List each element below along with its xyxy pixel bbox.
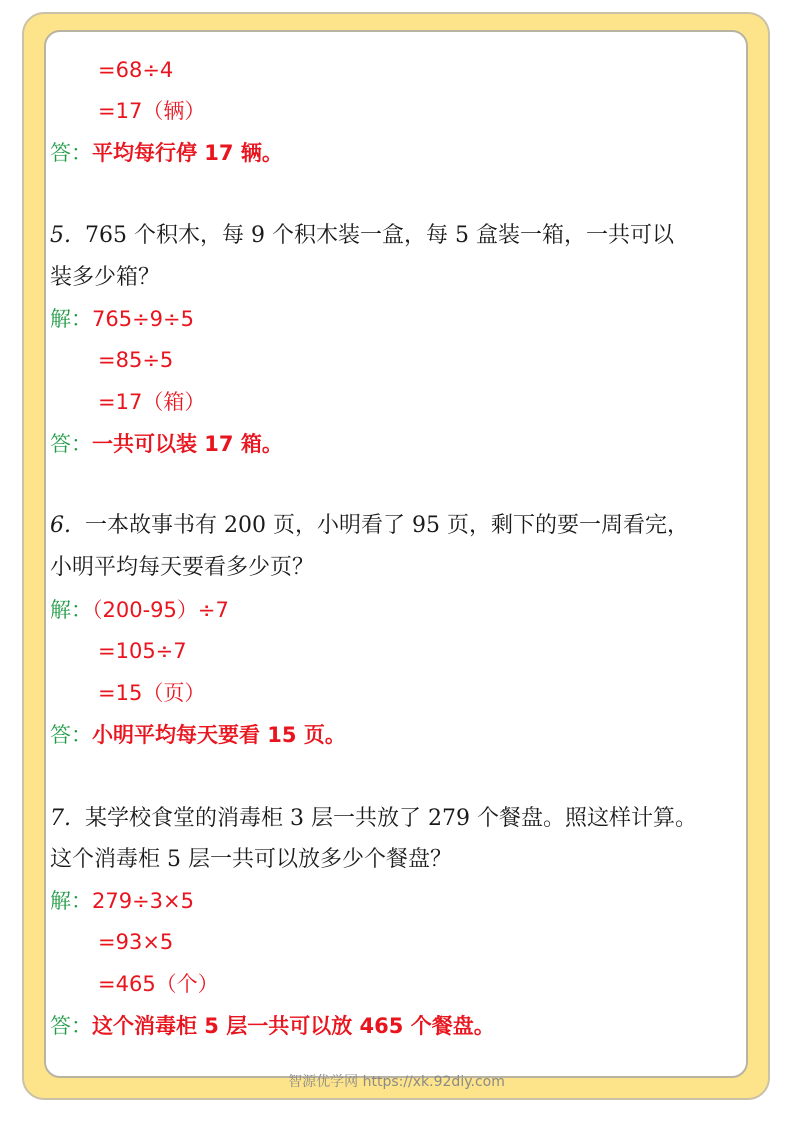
solve-label: 解： [50,598,92,622]
question-text: 某学校食堂的消毒柜 3 层一共放了 279 个餐盘。照这样计算。 [85,806,697,831]
question-number: 5. [50,223,71,248]
answer-text: 小明平均每天要看 15 页。 [92,723,346,747]
answer-text: 这个消毒柜 5 层一共可以放 465 个餐盘。 [92,1014,495,1038]
solve-line [50,306,194,332]
footer-watermark: 智源优学网 https://xk.92diy.com [288,1074,505,1090]
calc-step: 765÷9÷5 [92,307,194,331]
question-line [50,513,689,539]
question-line: 装多少箱？ [50,265,161,290]
calc-step: =93×5 [98,930,174,954]
solve-label: 解： [50,307,92,331]
calc-step: 279÷3×5 [92,889,194,913]
calc-step: （200-95）÷7 [92,598,229,622]
question-text: 765 个积木，每 9 个积木装一盒，每 5 盒装一箱，一共可以 [85,223,674,248]
solve-line [50,597,229,623]
solve-label: 解： [50,889,92,913]
answer-line [50,722,346,748]
answer-label: 答： [50,141,92,165]
answer-line [50,431,283,457]
answer-line [50,1013,495,1039]
question-line: 小明平均每天要看多少页？ [50,555,315,580]
calc-step: =17（辆） [98,99,206,123]
question-text: 一本故事书有 200 页，小明看了 95 页，剩下的要一周看完， [85,513,689,538]
answer-text: 平均每行停 17 辆。 [92,141,283,165]
calc-step: =17（箱） [98,390,206,414]
answer-line [50,140,283,166]
question-line [50,223,674,249]
answer-label: 答： [50,432,92,456]
question-line [50,806,697,832]
calc-step: =68÷4 [98,58,174,82]
calc-step: =85÷5 [98,348,174,372]
question-number: 6. [50,513,71,538]
answer-label: 答： [50,723,92,747]
calc-step: =465（个） [98,972,219,996]
question-line: 这个消毒柜 5 层一共可以放多少个餐盘？ [50,847,452,872]
question-number: 7. [50,806,71,831]
content-card [44,30,748,1078]
calc-step: =15（页） [98,681,206,705]
answer-text: 一共可以装 17 箱。 [92,432,283,456]
answer-label: 答： [50,1014,92,1038]
calc-step: =105÷7 [98,639,187,663]
solve-line [50,888,194,914]
